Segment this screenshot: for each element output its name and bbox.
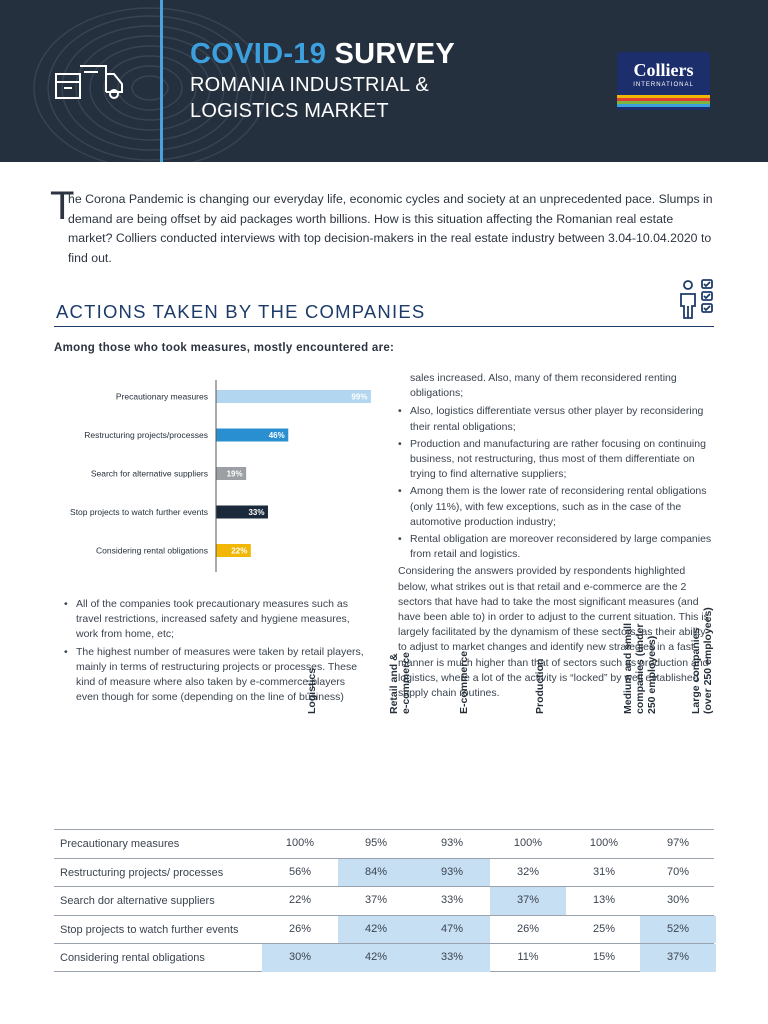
chart-data-label: 46% bbox=[268, 431, 285, 440]
column-header-line: Logistics bbox=[306, 667, 318, 714]
column-header-line: companies (under bbox=[634, 623, 646, 714]
header-banner bbox=[0, 0, 768, 162]
table-body bbox=[54, 829, 714, 972]
left-bullet-list bbox=[64, 597, 364, 705]
table-cell: 70% bbox=[666, 865, 690, 878]
table-cell: 52% bbox=[640, 916, 716, 944]
chart-data-label: 99% bbox=[351, 392, 368, 402]
table-row bbox=[54, 829, 714, 858]
table-cell: 47% bbox=[414, 916, 490, 944]
row-label: Search dor alternative suppliers bbox=[60, 895, 215, 907]
row-label: Stop projects to watch further events bbox=[60, 923, 239, 936]
chart-category-label: Stop projects to watch further events bbox=[70, 507, 208, 517]
column-header-line: e-commerce bbox=[400, 652, 412, 714]
chart-category-label: Search for alternative suppliers bbox=[90, 468, 208, 479]
table-cell: 30% bbox=[666, 894, 690, 906]
right-column bbox=[398, 371, 714, 701]
chart-category-label: Precautionary measures bbox=[115, 391, 208, 402]
table-column-header bbox=[388, 652, 412, 714]
column-header-line: Medium and small bbox=[622, 622, 634, 714]
delivery-truck-icon bbox=[54, 62, 126, 102]
title-main: SURVEY bbox=[334, 38, 456, 70]
table-cell: 42% bbox=[338, 916, 414, 944]
chart-data-label: 33% bbox=[248, 508, 265, 517]
list-item: • Also, logistics differentiate versus other player by reconsidering their rental obligations; bbox=[398, 404, 714, 434]
list-item: • All of the companies took precautionary measures such as travel restrictions, increased safety and hygiene measures, work from home, etc; bbox=[64, 597, 364, 643]
column-header-line: 250 employees) bbox=[646, 635, 658, 714]
analysis-paragraph: Considering the answers provided by respondents highlighted below, what strikes out is that retail and e-commerce are the 2 sectors that have had to take the most significant measures (and have been able to) in order to adjust to the current situation. This is largely facilitated by the dynamism of these sectors, as their ability to adjust to market changes and identify new strategies in a fast manner is much higher than that of sectors such as production and logistics, where a lot of the activity is “locked” by well established supply chain routines. bbox=[398, 565, 709, 700]
title-accent: COVID-19 bbox=[190, 38, 327, 70]
table-cell: 95% bbox=[364, 837, 388, 849]
table-cell: 42% bbox=[338, 944, 414, 972]
chart-category-label: Restructuring projects/processes bbox=[84, 430, 208, 440]
list-item: • Production and manufacturing are rather focusing on continuing business, not restructuring, thus most of them differentiate on trying to find alternative suppliers; bbox=[398, 437, 714, 483]
table-cell: 100% bbox=[513, 837, 543, 849]
table-cell: 93% bbox=[414, 859, 490, 887]
table-cell: 93% bbox=[440, 837, 464, 849]
table-cell: 33% bbox=[440, 894, 464, 906]
section-title: ACTIONS TAKEN BY THE COMPANIES bbox=[56, 301, 426, 322]
row-label: Precautionary measures bbox=[60, 838, 180, 850]
actions-bar-chart bbox=[54, 378, 384, 574]
chart-bar bbox=[217, 390, 371, 403]
row-label: Restructuring projects/ processes bbox=[60, 866, 224, 879]
table-cell: 97% bbox=[666, 837, 690, 849]
left-column bbox=[64, 597, 364, 707]
colliers-logo bbox=[617, 52, 710, 110]
chart-data-label: 22% bbox=[231, 546, 248, 556]
column-header-line: (over 250 employees) bbox=[702, 607, 714, 714]
table-row bbox=[54, 915, 714, 944]
logo-name: Colliers bbox=[633, 60, 694, 80]
right-bullet-list bbox=[398, 404, 714, 562]
table-row bbox=[54, 943, 714, 972]
bullet-continuation: sales increased. Also, many of them reconsidered renting obligations; bbox=[410, 372, 677, 400]
table-cell: 15% bbox=[592, 951, 616, 963]
chart-data-label: 19% bbox=[226, 469, 243, 479]
table-cell: 37% bbox=[640, 944, 716, 972]
table-cell: 100% bbox=[285, 837, 315, 849]
table-cell: 37% bbox=[490, 887, 566, 915]
table-row bbox=[54, 858, 714, 887]
table-cell: 100% bbox=[589, 837, 619, 849]
table-cell: 30% bbox=[262, 944, 338, 972]
table-column-header bbox=[458, 651, 470, 714]
row-label: Considering rental obligations bbox=[60, 952, 205, 964]
list-item: • Among them is the lower rate of reconsidering rental obligations (only 11%), with few exceptions, such as in the case of the automotive production industry; bbox=[398, 484, 714, 530]
table-column-header bbox=[690, 607, 714, 714]
table-cell: 32% bbox=[516, 865, 540, 878]
chart-category-label: Considering rental obligations bbox=[96, 545, 208, 556]
column-header-line: Retail and & bbox=[388, 653, 400, 714]
chart-subtitle: Among those who took measures, mostly encountered are: bbox=[54, 342, 395, 354]
table-row bbox=[54, 886, 714, 915]
column-header-line: Production bbox=[534, 658, 546, 714]
table-cell: 11% bbox=[517, 951, 539, 963]
table-cell: 26% bbox=[516, 922, 540, 935]
table-cell: 13% bbox=[592, 894, 616, 906]
list-item: • Rental obligation are moreover reconsidered by large companies from retail and logistics. bbox=[398, 532, 714, 562]
table-cell: 26% bbox=[288, 922, 312, 935]
drop-cap: T bbox=[50, 184, 75, 228]
subtitle-line-2: LOGISTICS MARKET bbox=[190, 100, 389, 122]
column-header-line: Large companies bbox=[690, 627, 702, 714]
table-cell: 31% bbox=[592, 865, 616, 878]
logo-subtitle: INTERNATIONAL bbox=[633, 82, 694, 88]
table-cell: 84% bbox=[338, 859, 414, 887]
section-divider bbox=[54, 326, 714, 327]
intro-text: he Corona Pandemic is changing our everyday life, economic cycles and society at an unprecedented pace. Slumps in demand are being offset by aid packages worth billions. How is this situation affecting the Romanian real estate market? Colliers conducted interviews with top decision-makers in the real estate industry between 3.04-10.04.2020 to find out. bbox=[68, 192, 713, 265]
column-header-line: E-commerce bbox=[458, 650, 470, 714]
intro-paragraph bbox=[54, 190, 714, 268]
table-cell: 22% bbox=[288, 894, 312, 906]
people-checklist-icon bbox=[676, 278, 716, 320]
table-cell: 56% bbox=[288, 865, 312, 878]
table-cell: 33% bbox=[414, 944, 490, 972]
page-title bbox=[190, 38, 455, 71]
list-item: • The highest number of measures were taken by retail players, mainly in terms of restructuring projects or processes. These kind of measure where also taken by e-commerce players even though for some (depending on the line of business) bbox=[64, 645, 364, 706]
table-column-header bbox=[622, 623, 658, 714]
table-column-header bbox=[306, 668, 318, 714]
subtitle-line-1: ROMANIA INDUSTRIAL & bbox=[190, 74, 429, 96]
table-cell: 25% bbox=[592, 922, 616, 935]
table-cell: 37% bbox=[364, 894, 388, 906]
logo-stripe-blue bbox=[617, 104, 710, 107]
table-column-header bbox=[534, 659, 546, 714]
accent-divider bbox=[160, 0, 163, 162]
